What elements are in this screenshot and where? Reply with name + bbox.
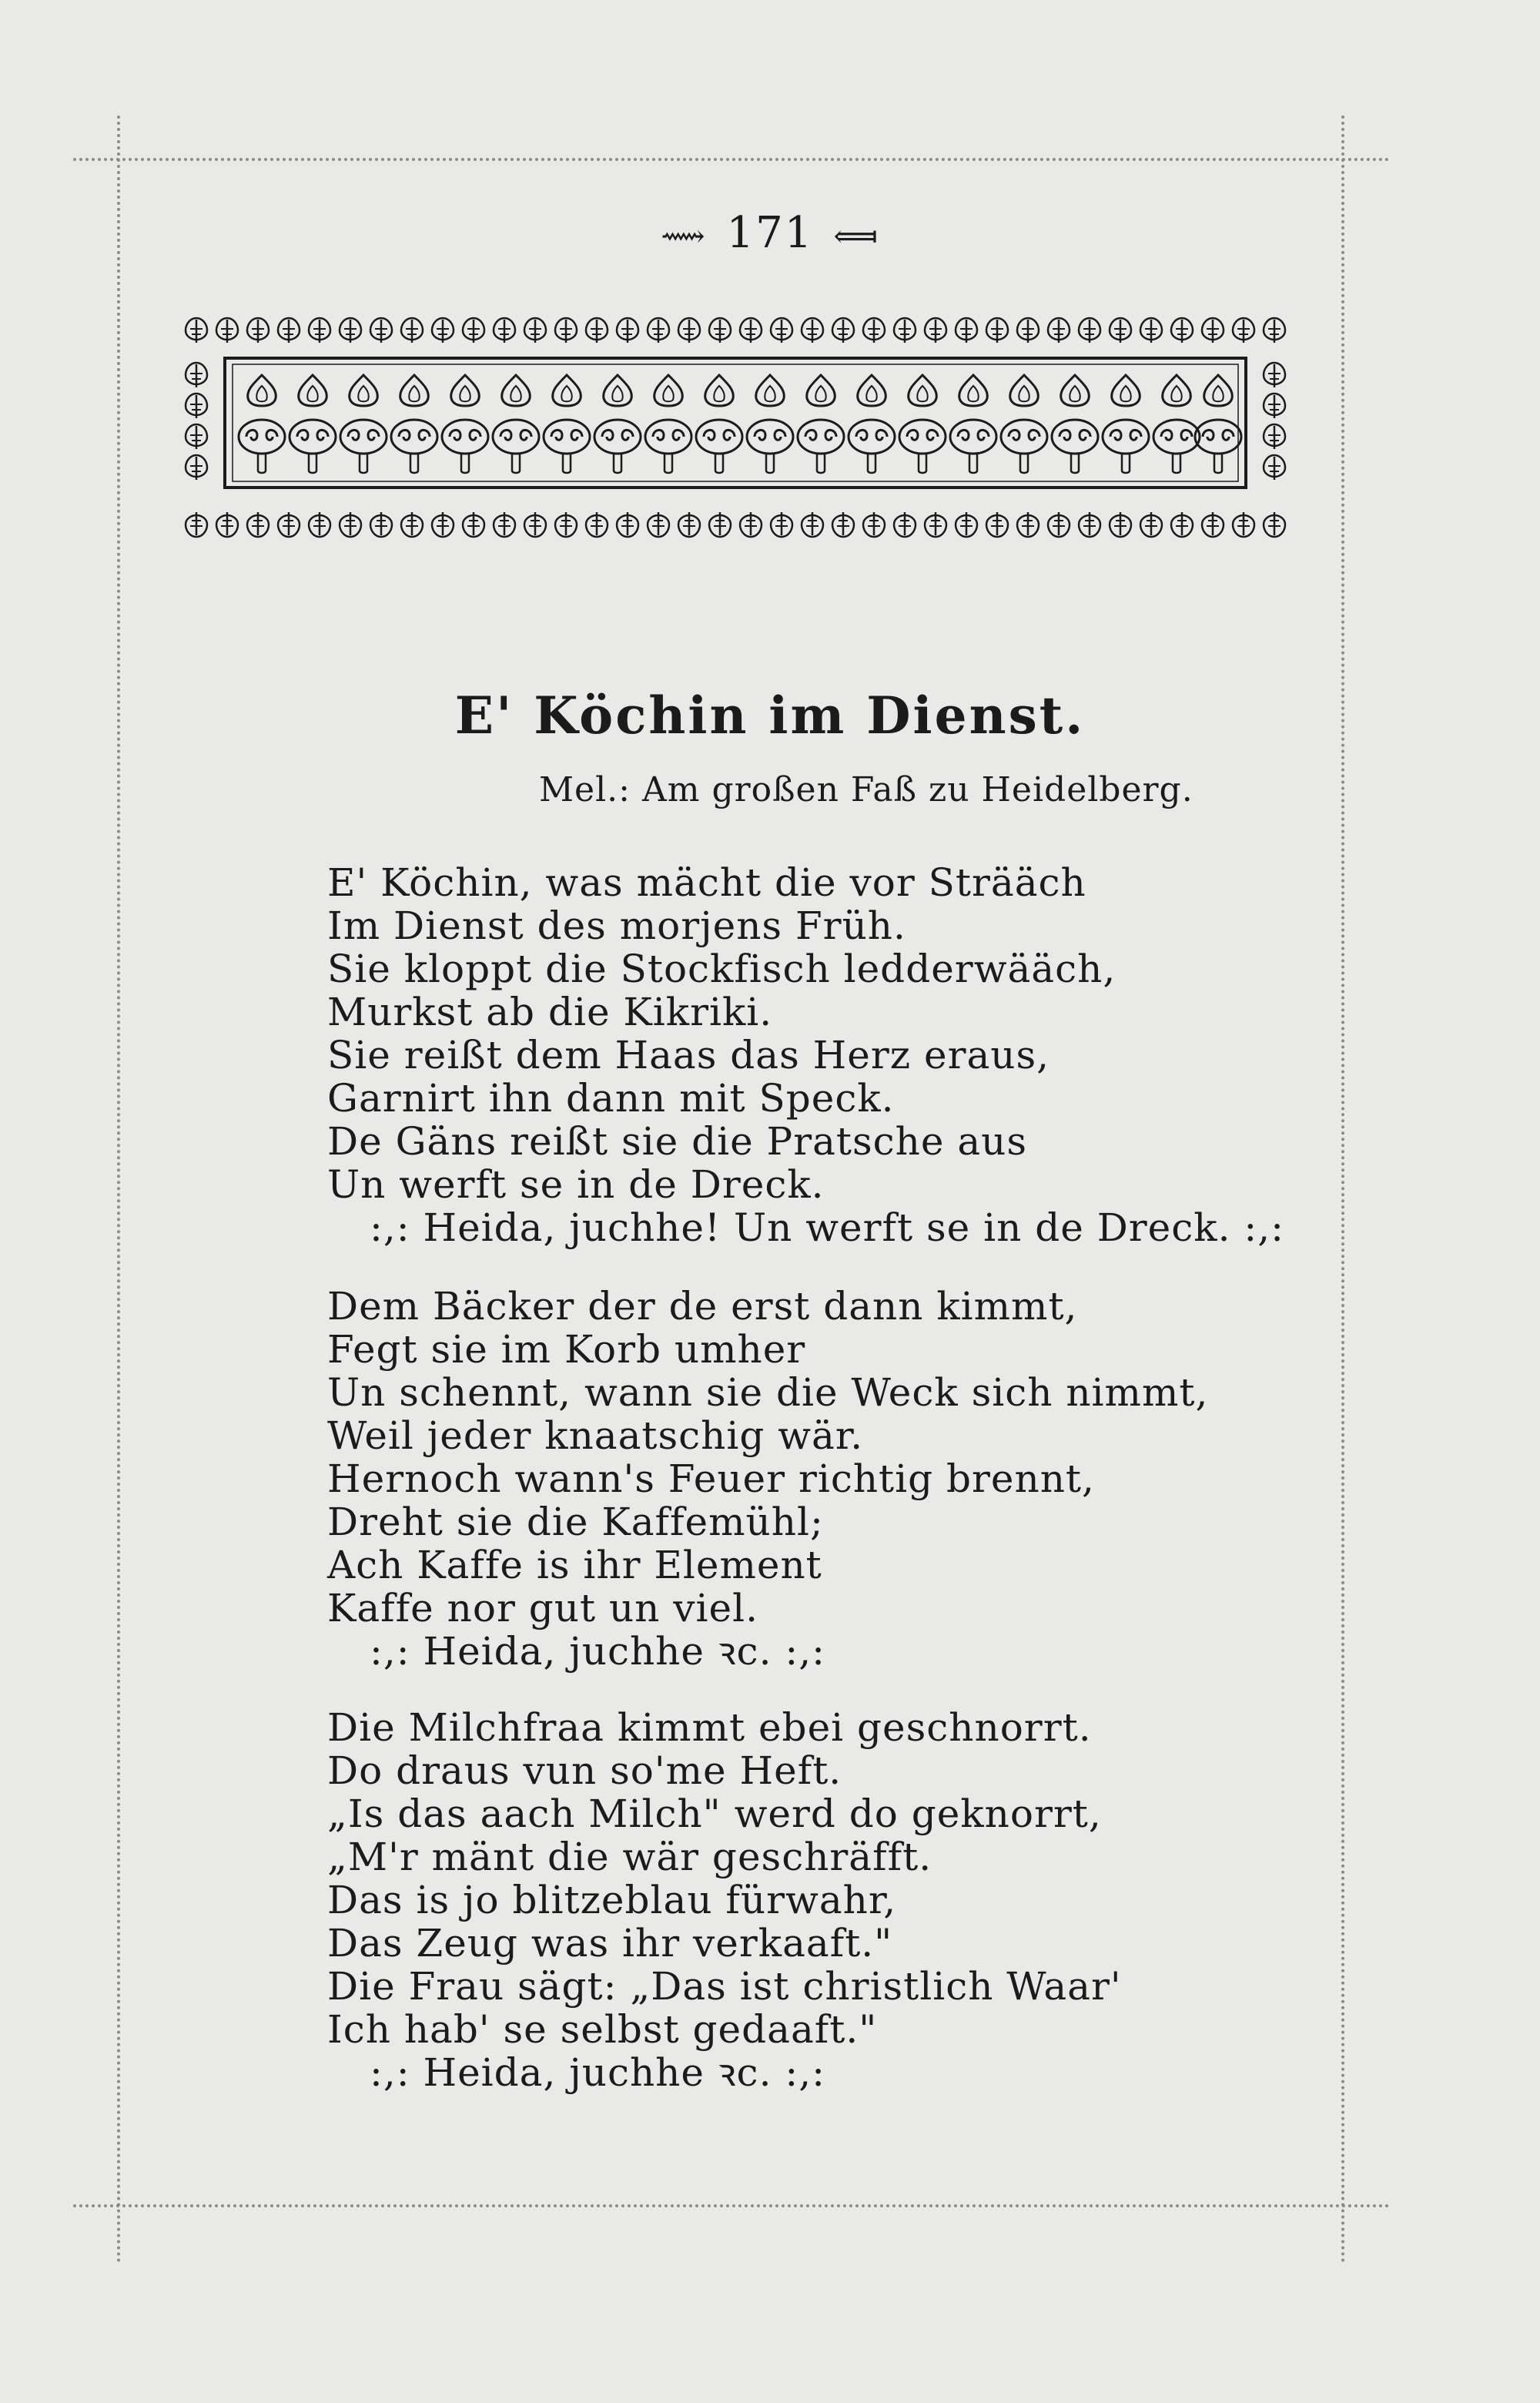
verse-line: Un schennt, wann sie die Weck sich nimmt, bbox=[327, 1370, 1209, 1415]
verse-line: Sie reißt dem Haas das Herz eraus, bbox=[327, 1033, 1050, 1077]
verse-line: Sie kloppt die Stockfisch ledderwääch, bbox=[327, 947, 1116, 991]
verse-line: De Gäns reißt sie die Pratsche aus bbox=[327, 1119, 1028, 1164]
stanza-1 bbox=[327, 861, 1284, 1249]
right-rule bbox=[1341, 116, 1344, 2264]
verse-line: „M'r mänt die wär geschräfft. bbox=[327, 1835, 932, 1879]
left-rule bbox=[117, 116, 120, 2264]
verse-line: „Is das aach Milch" werd do geknorrt, bbox=[327, 1791, 1102, 1836]
verse-line: Hernoch wann's Feuer richtig brennt, bbox=[327, 1456, 1095, 1501]
song-title: E' Köchin im Dienst. bbox=[454, 685, 1086, 746]
verse-line: Die Milchfraa kimmt ebei geschnorrt. bbox=[327, 1705, 1092, 1750]
verse-line: Dem Bäcker der de erst dann kimmt, bbox=[327, 1284, 1078, 1329]
verse-line: Murkst ab die Kikriki. bbox=[327, 990, 773, 1034]
stanza-3 bbox=[327, 1706, 1122, 2094]
arrow-right-ornament-icon: ⟿ bbox=[661, 218, 707, 254]
verse-line: Ach Kaffe is ihr Element bbox=[327, 1543, 822, 1587]
verse-line: Ich hab' se selbst gedaaft." bbox=[327, 2007, 878, 2052]
verse-line: Im Dienst des morjens Früh. bbox=[327, 903, 906, 948]
page-number bbox=[0, 208, 1540, 258]
verse-line: E' Köchin, was mächt die vor Strääch bbox=[327, 860, 1086, 905]
verse-line: Das is jo blitzeblau fürwahr, bbox=[327, 1878, 897, 1922]
verse-line: Un werft se in de Dreck. bbox=[327, 1162, 825, 1207]
verse-line: Kaffe nor gut un viel. bbox=[327, 1586, 758, 1630]
stanza-2 bbox=[327, 1285, 1208, 1673]
top-rule bbox=[73, 158, 1390, 161]
melody-note: Mel.: Am großen Faß zu Heidelberg. bbox=[539, 770, 1194, 809]
verse-line: Garnirt ihn dann mit Speck. bbox=[327, 1076, 895, 1121]
verse-line: Fegt sie im Korb umher bbox=[327, 1327, 806, 1372]
page-number-text: 171 bbox=[726, 208, 814, 258]
verse-line: Do draus vun so'me Heft. bbox=[327, 1748, 842, 1793]
decorative-header-ornament-icon bbox=[177, 304, 1294, 551]
verse-line: Die Frau sägt: „Das ist christlich Waar' bbox=[327, 1964, 1122, 2009]
refrain-line: :,: Heida, juchhe ꝛc. :,: bbox=[370, 1629, 825, 1674]
refrain-line: :,: Heida, juchhe! Un werft se in de Dreck. :,: bbox=[370, 1205, 1284, 1250]
verse-line: Dreht sie die Kaffemühl; bbox=[327, 1500, 824, 1544]
bottom-rule bbox=[73, 2204, 1390, 2207]
verse-line: Weil jeder knaatschig wär. bbox=[327, 1413, 864, 1458]
refrain-line: :,: Heida, juchhe ꝛc. :,: bbox=[370, 2050, 825, 2095]
arrow-left-ornament-icon: ⟽ bbox=[833, 218, 879, 254]
verse-line: Das Zeug was ihr verkaaft." bbox=[327, 1921, 893, 1966]
